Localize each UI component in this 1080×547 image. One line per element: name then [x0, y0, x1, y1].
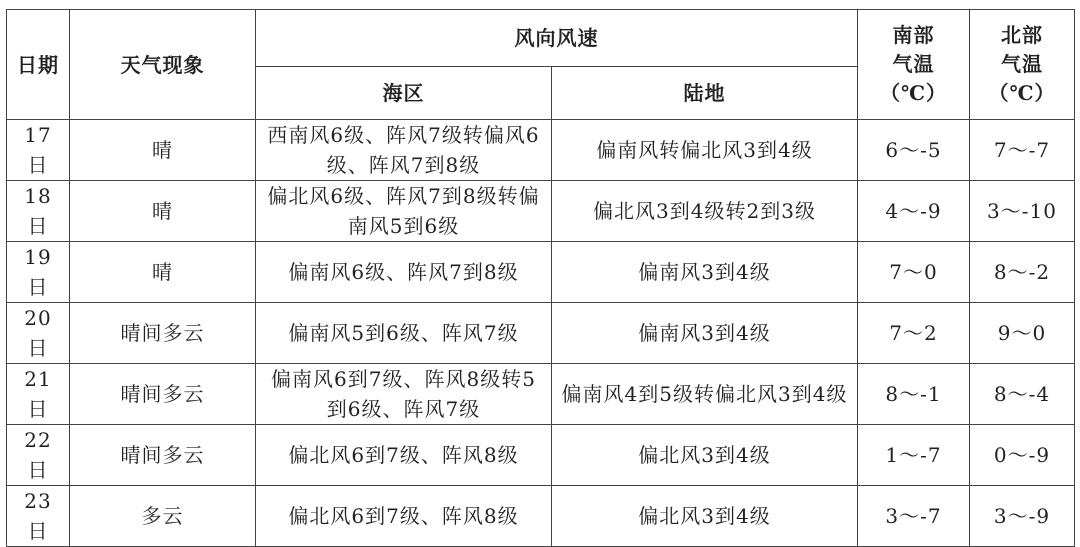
cell-south-temp: 1～-7 [858, 425, 970, 486]
header-south-line1: 南部 [892, 23, 935, 47]
cell-south-temp: 7～0 [858, 242, 970, 303]
cell-north-temp: 7～-7 [970, 120, 1075, 181]
cell-south-temp: 6～-5 [858, 120, 970, 181]
cell-sea-wind: 偏南风6级、阵风7到8级 [256, 242, 552, 303]
header-row-1 [7, 10, 1075, 67]
cell-north-temp: 8～-2 [970, 242, 1075, 303]
cell-sea-wind: 偏北风6级、阵风7到8级转偏南风5到6级 [256, 181, 552, 242]
cell-sea-wind: 偏北风6到7级、阵风8级 [256, 486, 552, 547]
cell-date: 17日 [7, 120, 70, 181]
header-date: 日期 [7, 10, 70, 120]
cell-south-temp: 4～-9 [858, 181, 970, 242]
cell-date: 18日 [7, 181, 70, 242]
table-row [7, 120, 1075, 181]
header-south-line2: 气温 [892, 52, 935, 76]
weather-forecast-table [6, 9, 1075, 547]
table-row [7, 425, 1075, 486]
cell-weather: 晴 [70, 242, 256, 303]
cell-north-temp: 8～-4 [970, 364, 1075, 425]
header-wind: 风向风速 [256, 10, 858, 67]
cell-sea-wind: 偏南风5到6级、阵风7级 [256, 303, 552, 364]
header-north-line1: 北部 [1001, 23, 1043, 47]
cell-weather: 晴间多云 [70, 303, 256, 364]
cell-weather: 多云 [70, 486, 256, 547]
cell-land-wind: 偏北风3到4级转2到3级 [552, 181, 858, 242]
header-north-line2: 气温 [1001, 52, 1043, 76]
cell-north-temp: 9～0 [970, 303, 1075, 364]
cell-date: 23日 [7, 486, 70, 547]
cell-south-temp: 3～-7 [858, 486, 970, 547]
cell-sea-wind: 偏北风6到7级、阵风8级 [256, 425, 552, 486]
cell-south-temp: 7～2 [858, 303, 970, 364]
table-row [7, 303, 1075, 364]
header-weather: 天气现象 [70, 10, 256, 120]
cell-date: 21日 [7, 364, 70, 425]
cell-sea-wind: 偏南风6到7级、阵风8级转5到6级、阵风7级 [256, 364, 552, 425]
header-land: 陆地 [552, 67, 858, 120]
header-north-line3: （℃） [988, 81, 1056, 105]
header-south-line3: （℃） [880, 81, 947, 105]
cell-land-wind: 偏南风3到4级 [552, 242, 858, 303]
cell-south-temp: 8～-1 [858, 364, 970, 425]
cell-date: 20日 [7, 303, 70, 364]
cell-land-wind: 偏北风3到4级 [552, 425, 858, 486]
cell-date: 19日 [7, 242, 70, 303]
cell-land-wind: 偏南风4到5级转偏北风3到4级 [552, 364, 858, 425]
cell-north-temp: 0～-9 [970, 425, 1075, 486]
cell-land-wind: 偏南风转偏北风3到4级 [552, 120, 858, 181]
cell-land-wind: 偏南风3到4级 [552, 303, 858, 364]
cell-date: 22日 [7, 425, 70, 486]
cell-weather: 晴间多云 [70, 425, 256, 486]
table-row [7, 181, 1075, 242]
cell-weather: 晴间多云 [70, 364, 256, 425]
forecast-table-wrapper [6, 9, 1075, 547]
header-sea: 海区 [256, 67, 552, 120]
cell-north-temp: 3～-9 [970, 486, 1075, 547]
table-row [7, 364, 1075, 425]
cell-weather: 晴 [70, 181, 256, 242]
cell-land-wind: 偏北风3到4级 [552, 486, 858, 547]
cell-north-temp: 3～-10 [970, 181, 1075, 242]
table-row [7, 242, 1075, 303]
cell-sea-wind: 西南风6级、阵风7级转偏风6级、阵风7到8级 [256, 120, 552, 181]
header-south-temp [858, 10, 970, 120]
header-north-temp [970, 10, 1075, 120]
table-row [7, 486, 1075, 547]
cell-weather: 晴 [70, 120, 256, 181]
